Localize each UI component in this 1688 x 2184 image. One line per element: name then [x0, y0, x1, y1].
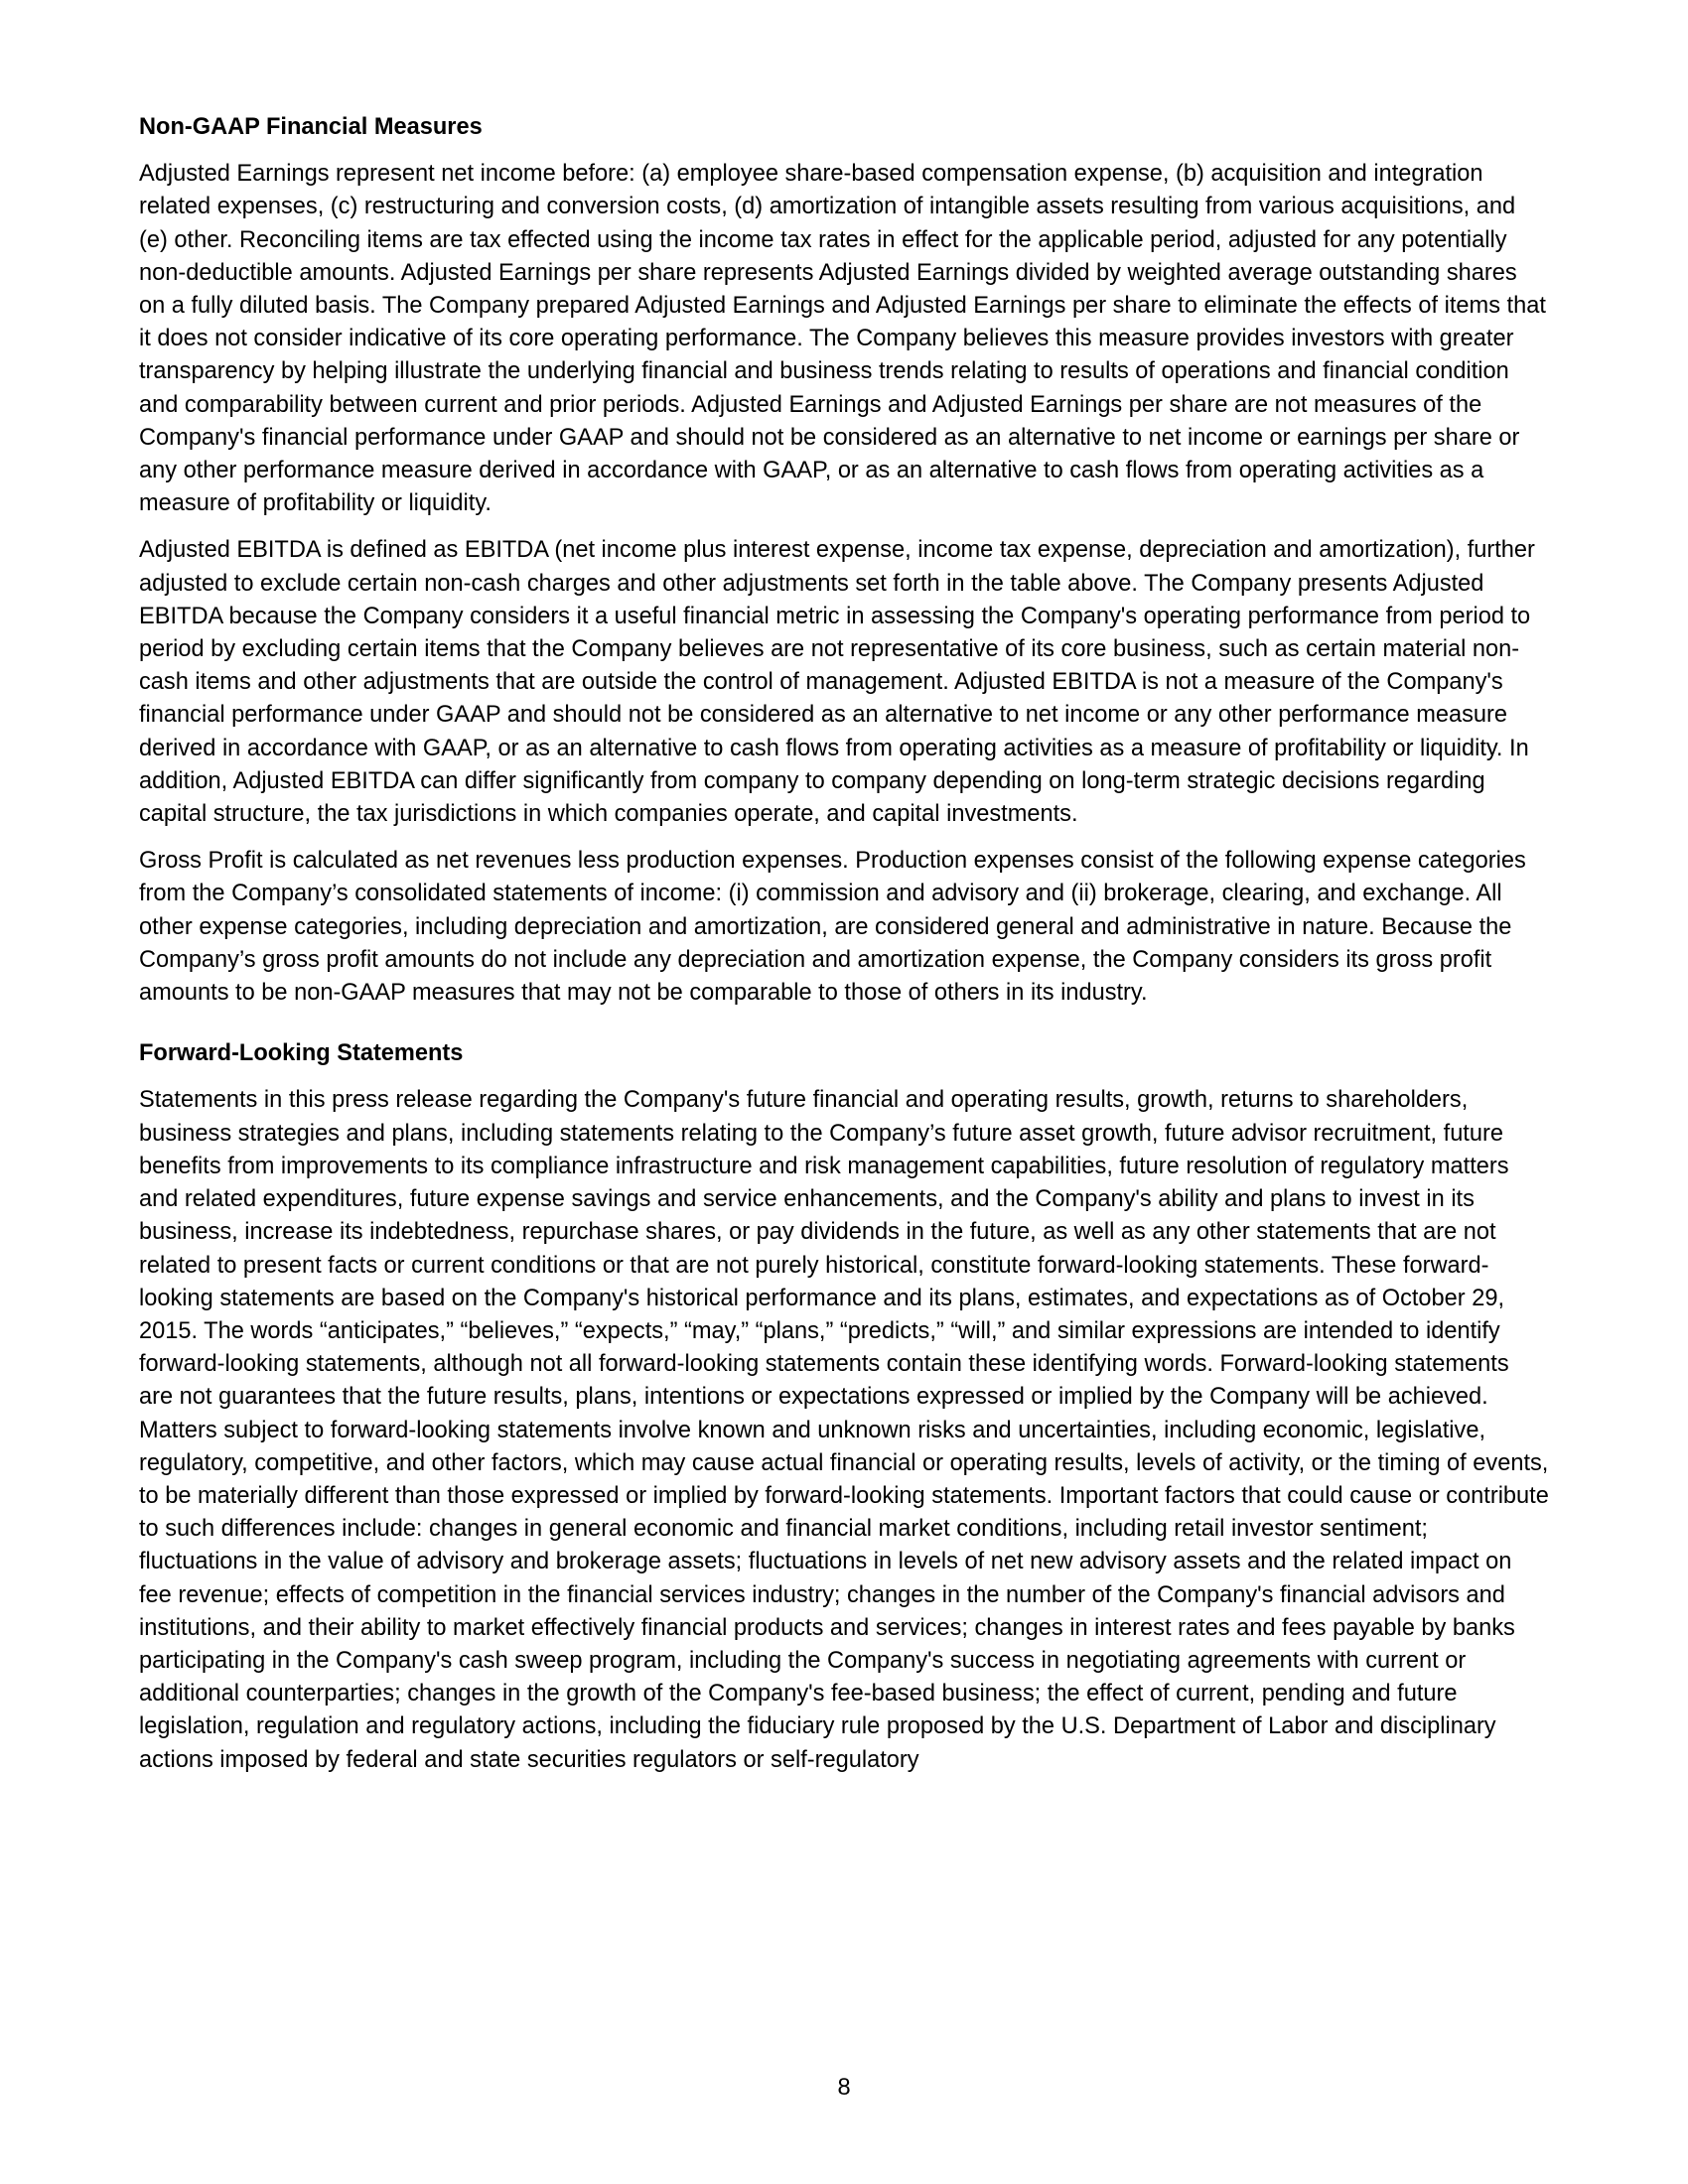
section-heading: Forward-Looking Statements [139, 1040, 464, 1067]
section-forward-looking-statements [139, 1037, 1549, 1776]
document-page [139, 111, 1549, 1791]
paragraph-forward-looking: Statements in this press release regarding the Company's future financial and operating results, growth, returns to shareholders, business strategies and plans, including statements relating to the Company’s future asset growth, future advisor recruitment, future benefits from improvements to its compliance infrastructure and risk management capabilities, future resolution of regulatory matters and related expenditures, future expense savings and service enhancements, and the Company's ability and plans to invest in its business, increase its indebtedness, repurchase shares, or pay dividends in the future, as well as any other statements that are not related to present facts or current conditions or that are not purely historical, constitute forward-looking statements. These forward-looking statements are based on the Company's historical performance and its plans, estimates, and expectations as of October 29, 2015. The words “anticipates,” “believes,” “expects,” “may,” “plans,” “predicts,” “will,” and similar expressions are intended to identify forward-looking statements, although not all forward-looking statements contain these identifying words. Forward-looking statements are not guarantees that the future results, plans, intentions or expectations expressed or implied by the Company will be achieved. Matters subject to forward-looking statements involve known and unknown risks and uncertainties, including economic, legislative, regulatory, competitive, and other factors, which may cause actual financial or operating results, levels of activity, or the timing of events, to be materially different than those expressed or implied by forward-looking statements. Important factors that could cause or contribute to such differences include: changes in general economic and financial market conditions, including retail investor sentiment; fluctuations in the value of advisory and brokerage assets; fluctuations in levels of net new advisory assets and the related impact on fee revenue; effects of competition in the financial services industry; changes in the number of the Company's financial advisors and institutions, and their ability to market effectively financial products and services; changes in interest rates and fees payable by banks participating in the Company's cash sweep program, including the Company's success in negotiating agreements with current or additional counterparties; changes in the growth of the Company's fee-based business; the effect of current, pending and future legislation, regulation and regulatory actions, including the fiduciary rule proposed by the U.S. Department of Labor and disciplinary actions imposed by federal and state securities regulators or self-regulatory [139, 1087, 1549, 1773]
section-heading: Non-GAAP Financial Measures [139, 114, 483, 140]
paragraph-adjusted-ebitda: Adjusted EBITDA is defined as EBITDA (net income plus interest expense, income tax expense, depreciation and amortization), further adjusted to exclude certain non-cash charges and other adjustments set forth in the table above. The Company presents Adjusted EBITDA because the Company considers it a useful financial metric in assessing the Company's operating performance from period to period by excluding certain items that the Company believes are not representative of its core business, such as certain material non-cash items and other adjustments that are outside the control of management. Adjusted EBITDA is not a measure of the Company's financial performance under GAAP and should not be considered as an alternative to net income or any other performance measure derived in accordance with GAAP, or as an alternative to cash flows from operating activities as a measure of profitability or liquidity. In addition, Adjusted EBITDA can differ significantly from company to company depending on long-term strategic decisions regarding capital structure, the tax jurisdictions in which companies operate, and capital investments. [139, 537, 1535, 828]
paragraph-gross-profit: Gross Profit is calculated as net revenues less production expenses. Production expenses consist of the following expense categories from the Company’s consolidated statements of income: (i) commission and advisory and (ii) brokerage, clearing, and exchange. All other expense categories, including depreciation and amortization, are considered general and administrative in nature. Because the Company’s gross profit amounts do not include any depreciation and amortization expense, the Company considers its gross profit amounts to be non-GAAP measures that may not be comparable to those of others in its industry. [139, 848, 1526, 1007]
section-non-gaap-financial-measures [139, 111, 1549, 1010]
page-number: 8 [837, 2075, 851, 2101]
paragraph-adjusted-earnings: Adjusted Earnings represent net income before: (a) employee share-based compensation expense, (b) acquisition and integration related expenses, (c) restructuring and conversion costs, (d) amortization of intangible assets resulting from various acquisitions, and (e) other. Reconciling items are tax effected using the income tax rates in effect for the applicable period, adjusted for any potentially non-deductible amounts. Adjusted Earnings per share represents Adjusted Earnings divided by weighted average outstanding shares on a fully diluted basis. The Company prepared Adjusted Earnings and Adjusted Earnings per share to eliminate the effects of items that it does not consider indicative of its core operating performance. The Company believes this measure provides investors with greater transparency by helping illustrate the underlying financial and business trends relating to results of operations and financial condition and comparability between current and prior periods. Adjusted Earnings and Adjusted Earnings per share are not measures of the Company's financial performance under GAAP and should not be considered as an alternative to net income or earnings per share or any other performance measure derived in accordance with GAAP, or as an alternative to cash flows from operating activities as a measure of profitability or liquidity. [139, 161, 1546, 517]
